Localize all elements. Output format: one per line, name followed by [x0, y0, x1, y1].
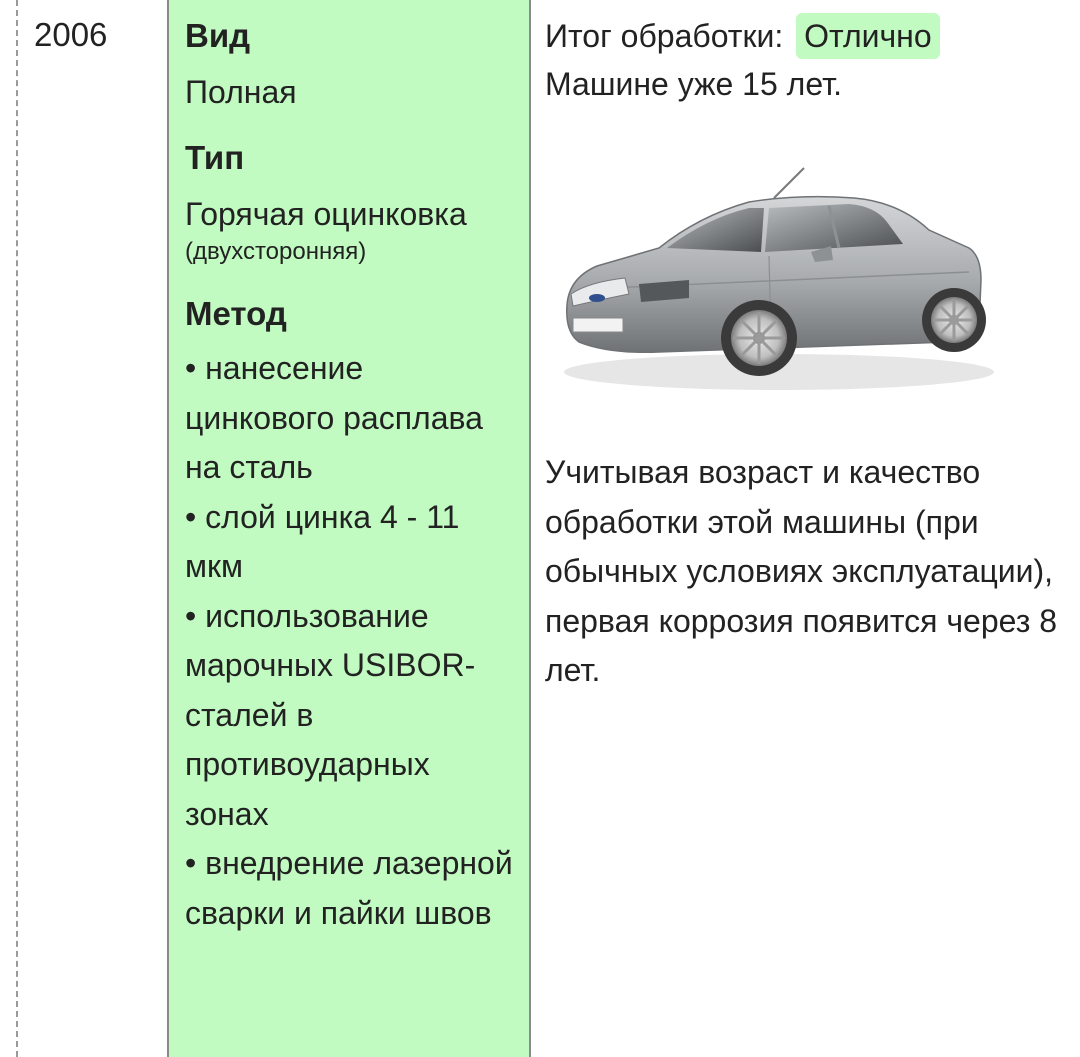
vid-value: Полная: [185, 74, 297, 110]
metod-item: • нанесение цинкового расплава на сталь: [185, 350, 483, 485]
vid-label: Вид: [185, 17, 251, 54]
car-image: [549, 160, 999, 400]
car-age: Машине уже 15 лет.: [545, 66, 843, 102]
tip-label: Тип: [185, 139, 245, 176]
metod-item: • внедрение лазерной сварки и пайки швов: [185, 845, 513, 931]
result-badge: Отлично: [796, 13, 940, 59]
year-value: 2006: [34, 16, 108, 53]
result-line: [545, 13, 1065, 59]
corrosion-forecast: Учитывая возраст и качество обработки этой машины (при обычных условиях эксплуатации), первая коррозия появится через 8 лет.: [545, 454, 1058, 688]
result-label: Итог обработки:: [545, 18, 784, 54]
metod-list: [185, 344, 515, 938]
treatment-info-column: [167, 0, 531, 1057]
metod-label: Метод: [185, 295, 287, 332]
metod-item: • использование марочных USIBOR-сталей в противоударных зонах: [185, 597, 476, 832]
metod-item: • слой цинка 4 - 11 мкм: [185, 498, 460, 584]
silver-sedan-car-icon: [549, 160, 999, 400]
tip-note: (двухсторонняя): [185, 238, 367, 265]
tip-value: Горячая оцинковка: [185, 196, 467, 232]
year-column: [18, 0, 167, 1057]
result-column: [531, 0, 1080, 1057]
